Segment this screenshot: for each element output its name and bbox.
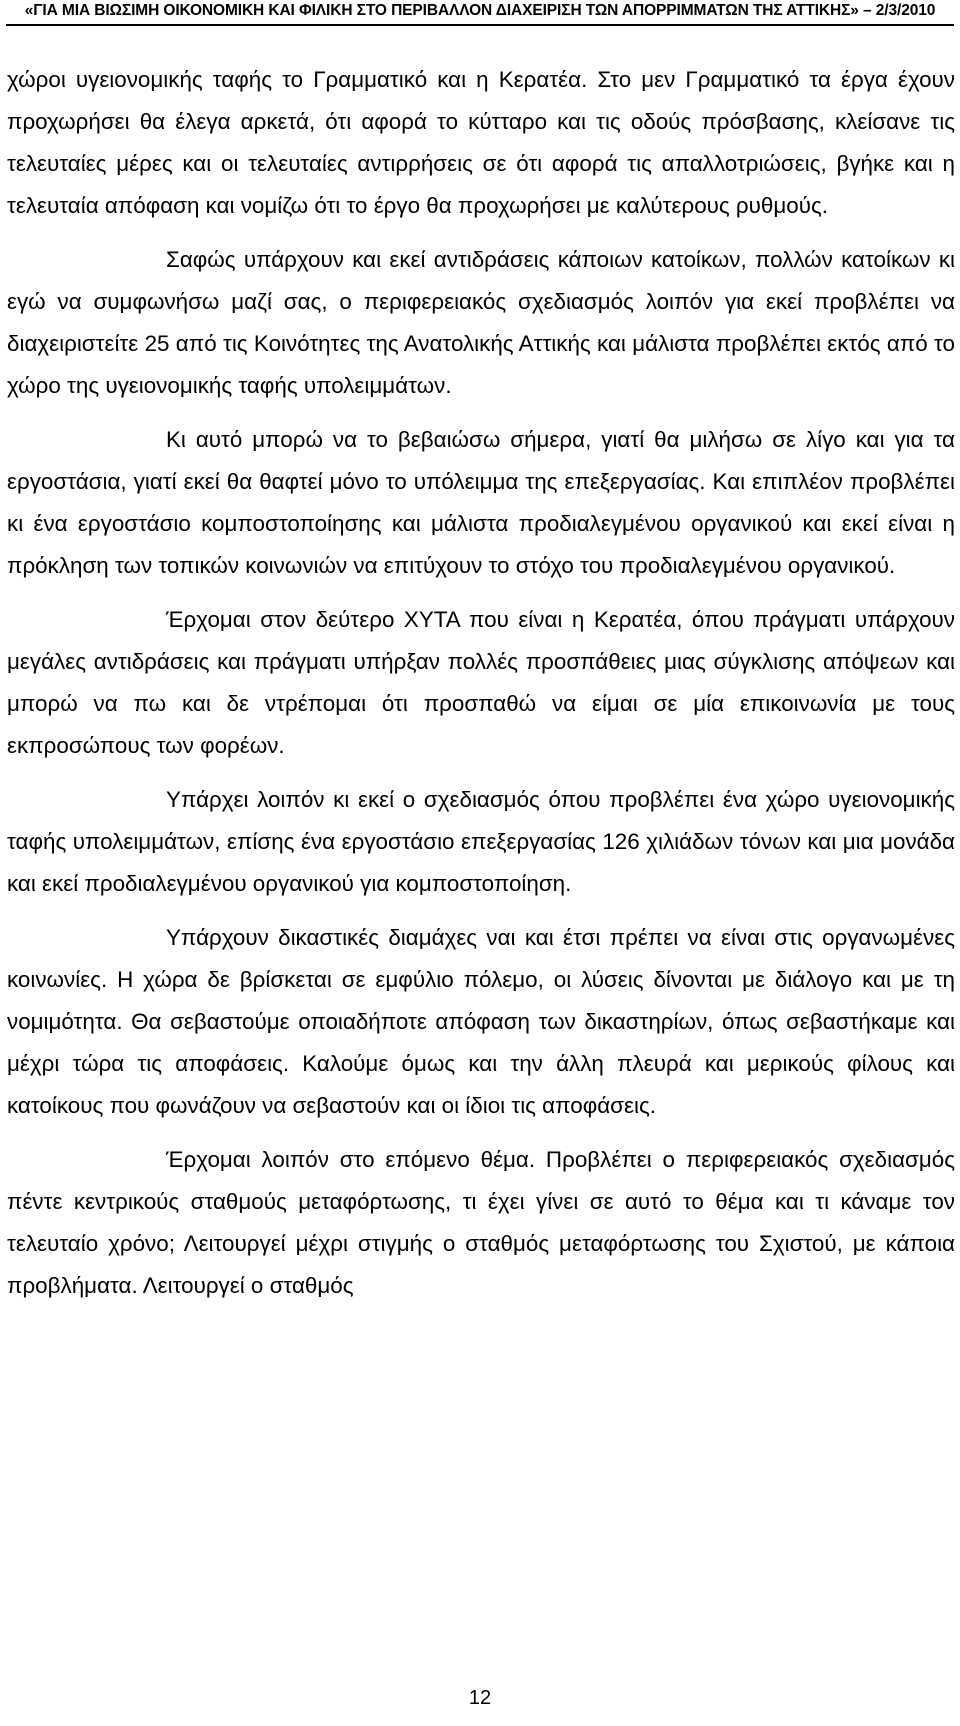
paragraph: Υπάρχει λοιπόν κι εκεί ο σχεδιασμός όπου προβλέπει ένα χώρο υγειονομικής ταφής υπολειμμάτων, επίσης ένα εργοστάσιο επεξεργασίας 126 χιλιάδων τόνων και μια μονάδα και εκεί προδιαλεγμένου οργανικού για κομποστοποίηση. <box>7 787 955 896</box>
page-number: 12 <box>468 1687 492 1709</box>
paragraph: χώροι υγειονομικής ταφής το Γραμματικό και η Κερατέα. Στο μεν Γραμματικό τα έργα έχουν προχωρήσει θα έλεγα αρκετά, ότι αφορά το κύτταρο και τις οδούς πρόσβασης, κλείσανε τις τελευταίες μέρες και οι τελευταίες αντιρρήσεις σε ότι αφορά τις απαλλοτριώσεις, βγήκε και η τελευταία απόφαση και νομίζω ότι το έργο θα προχωρήσει με καλύτερους ρυθμούς. <box>7 67 955 218</box>
paragraph: Έρχομαι λοιπόν στο επόμενο θέμα. Προβλέπει ο περιφερειακός σχεδιασμός πέντε κεντρικούς σταθμούς μεταφόρτωσης, τι έχει γίνει σε αυτό το θέμα και τι κάναμε τον τελευταίο χρόνο; Λειτουργεί μέχρι στιγμής ο σταθμός μεταφόρτωσης του Σχιστού, με κάποια προβλήματα. Λειτουργεί ο σταθμός <box>7 1147 955 1298</box>
header-divider <box>6 24 954 26</box>
paragraph: Υπάρχουν δικαστικές διαμάχες ναι και έτσι πρέπει να είναι στις οργανωμένες κοινωνίες. Η χώρα δε βρίσκεται σε εμφύλιο πόλεμο, οι λύσεις δίνονται με διάλογο και με τη νομιμότητα. Θα σεβαστούμε οποιαδήποτε απόφαση των δικαστηρίων, όπως σεβαστήκαμε και μέχρι τώρα τις αποφάσεις. Καλούμε όμως και την άλλη πλευρά και μερικούς φίλους και κατοίκους που φωνάζουν να σεβαστούν και οι ίδιοι τις αποφάσεις. <box>7 925 955 1118</box>
document-body <box>7 59 955 1307</box>
paragraph: Έρχομαι στον δεύτερο ΧΥΤΑ που είναι η Κερατέα, όπου πράγματι υπάρχουν μεγάλες αντιδράσεις και πράγματι υπήρξαν πολλές προσπάθειες μιας σύγκλισης απόψεων και μπορώ να πω και δε ντρέπομαι ότι προσπαθώ να είμαι σε μία επικοινωνία με τους εκπροσώπους των φορέων. <box>7 607 955 758</box>
paragraph: Κι αυτό μπορώ να το βεβαιώσω σήμερα, γιατί θα μιλήσω σε λίγο και για τα εργοστάσια, γιατί εκεί θα θαφτεί μόνο το υπόλειμμα της επεξεργασίας. Και επιπλέον προβλέπει κι ένα εργοστάσιο κομποστοποίησης και μάλιστα προδιαλεγμένου οργανικού και εκεί είναι η πρόκληση των τοπικών κοινωνιών να επιτύχουν το στόχο του προδιαλεγμένου οργανικού. <box>7 427 955 578</box>
running-header: «ΓΙΑ ΜΙΑ ΒΙΩΣΙΜΗ ΟΙΚΟΝΟΜΙΚΗ ΚΑΙ ΦΙΛΙΚΗ ΣΤΟ ΠΕΡΙΒΑΛΛΟΝ ΔΙΑΧΕΙΡΙΣΗ ΤΩΝ ΑΠΟΡΡΙΜΜΑΤΩΝ ΤΗΣ ΑΤΤΙΚΗΣ» – 2/3/2010 <box>24 2 936 19</box>
paragraph: Σαφώς υπάρχουν και εκεί αντιδράσεις κάποιων κατοίκων, πολλών κατοίκων κι εγώ να συμφωνήσω μαζί σας, ο περιφερειακός σχεδιασμός λοιπόν για εκεί προβλέπει να διαχειριστείτε 25 από τις Κοινότητες της Ανατολικής Αττικής και μάλιστα προβλέπει εκτός από το χώρο της υγειονομικής ταφής υπολειμμάτων. <box>7 247 955 398</box>
